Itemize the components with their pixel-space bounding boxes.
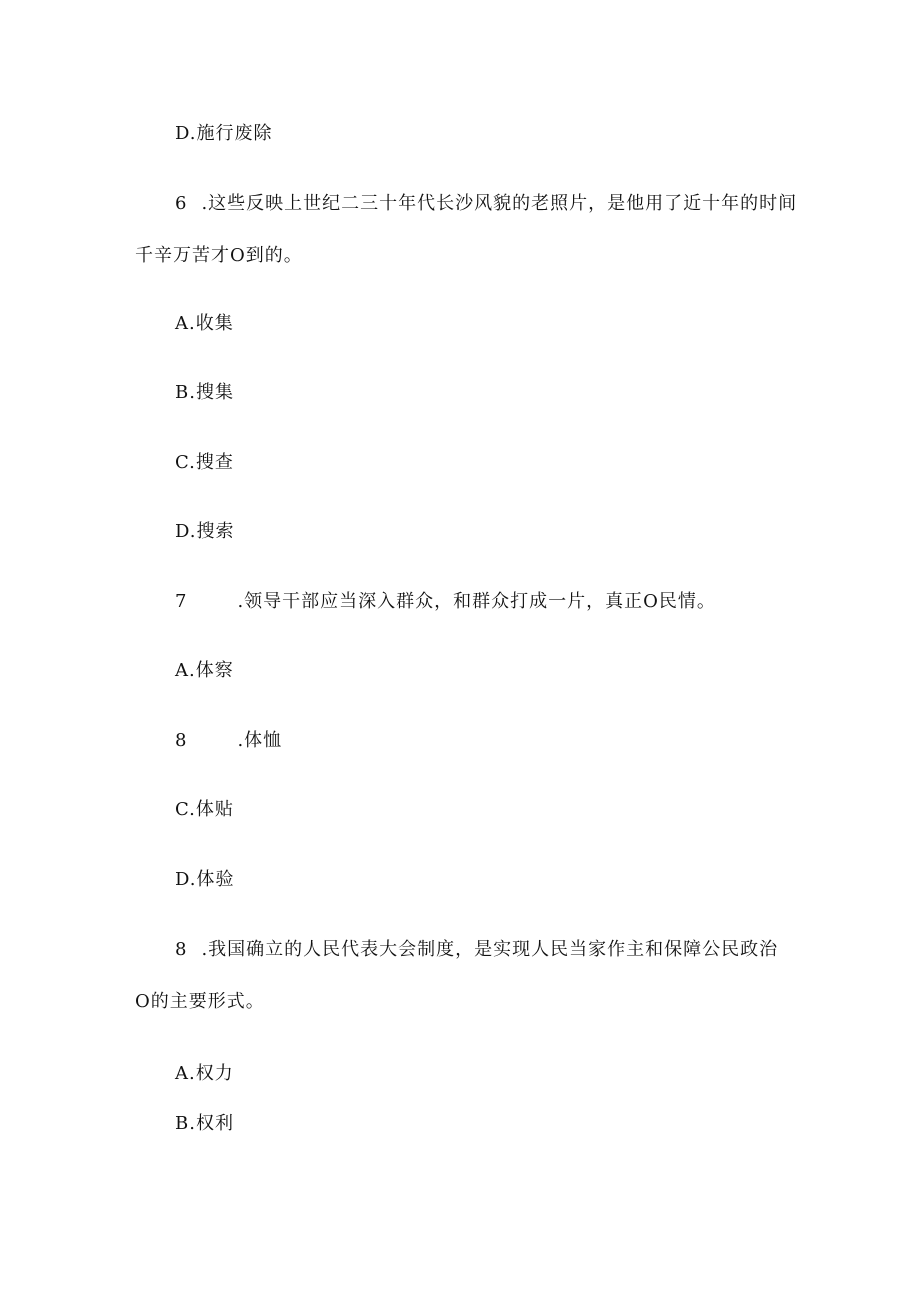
q7-option-a: A.体察 [175,660,234,681]
q7-option-d: D.体验 [175,869,235,890]
q7-number: 7 [175,591,188,612]
q6-text-1: .这些反映上世纪二三十年代长沙风貌的老照片，是他用了近十年的时间 [201,193,798,214]
q6-option-c: C.搜查 [175,452,234,473]
q8-number: 8 [175,939,188,960]
q8-stem-line-1 [175,938,778,962]
q6-option-a: A.收集 [175,313,234,334]
q6-option-d: D.搜索 [175,521,235,542]
q7-option-b-text: .体恤 [237,730,283,751]
q6-stem-line-1 [175,192,797,216]
q6-number: 6 [175,193,188,214]
q6-option-b: B.搜集 [175,382,234,403]
q6-stem-line-2: 千辛万苦才O到的。 [135,245,303,266]
q7-stem [175,590,716,614]
q8-option-a: A.权力 [175,1063,234,1084]
q7-option-c: C.体贴 [175,799,234,820]
q7-text: .领导干部应当深入群众，和群众打成一片，真正O民情。 [237,591,716,612]
q8-option-b: B.权利 [175,1113,234,1134]
q7-option-b [175,729,282,753]
q8-stem-line-2: O的主要形式。 [135,991,265,1012]
q8-text-1: .我国确立的人民代表大会制度，是实现人民当家作主和保障公民政治 [201,939,779,960]
q5-option-d: D.施行废除 [175,123,273,144]
q7-option-b-number: 8 [175,730,188,751]
